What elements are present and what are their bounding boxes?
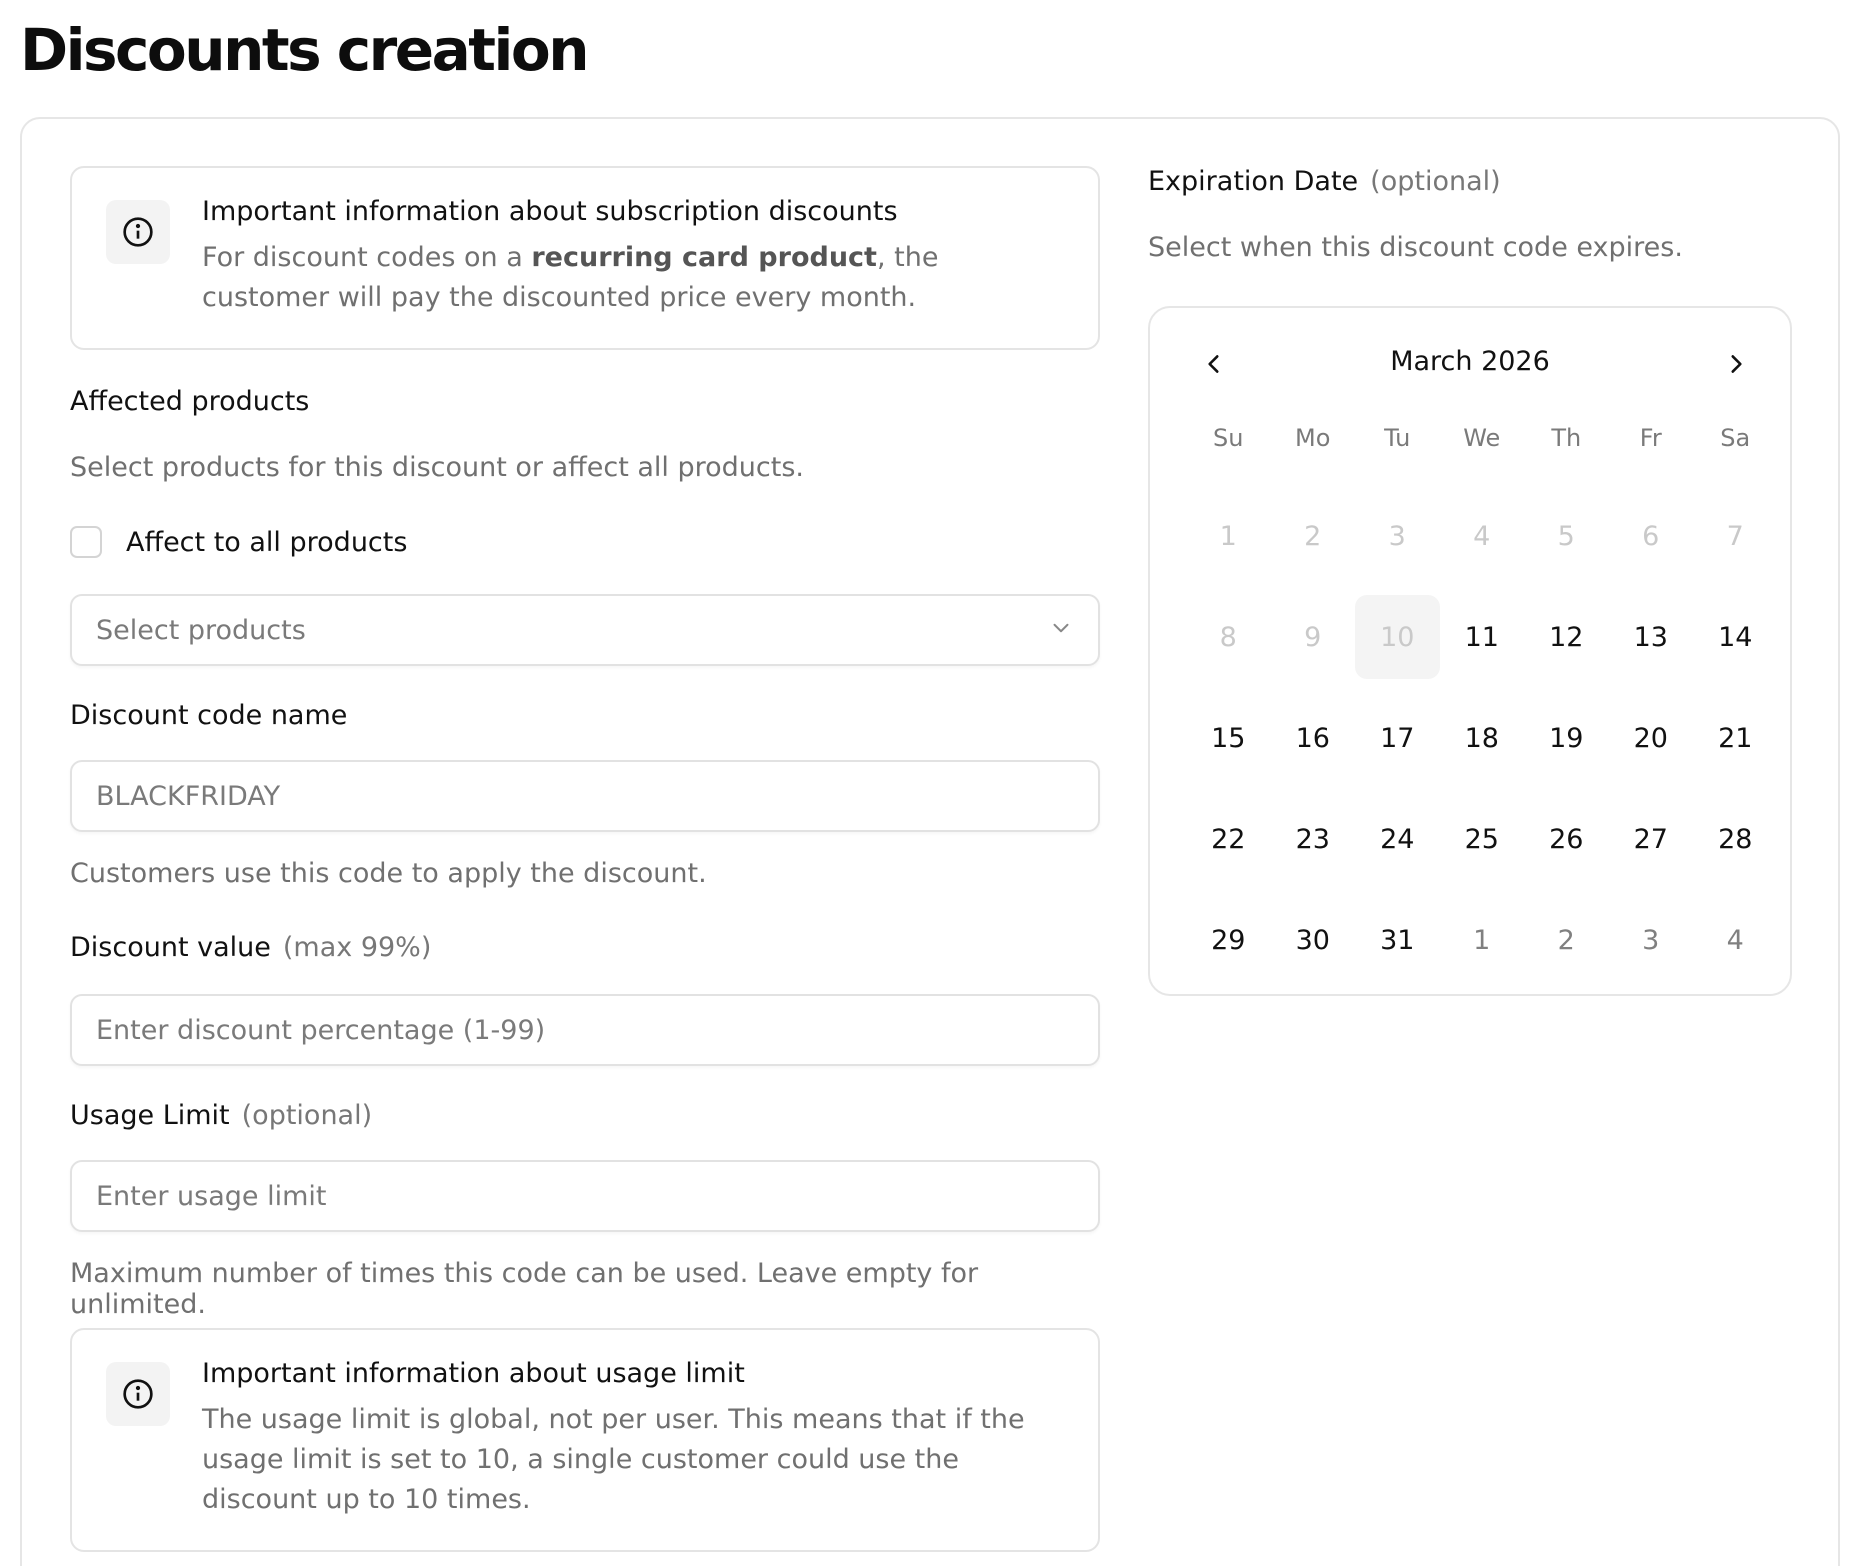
calendar-day[interactable]: 22 (1211, 823, 1246, 855)
expiration-date-helper: Select when this discount code expires. (1148, 232, 1683, 263)
calendar-day[interactable]: 19 (1549, 722, 1584, 754)
usage-limit-helper: Maximum number of times this code can be used. Leave empty for unlimited. (70, 1258, 979, 1320)
calendar-day[interactable]: 18 (1464, 722, 1499, 754)
calendar-day[interactable]: 14 (1718, 621, 1753, 653)
subscription-info-body: For discount codes on a recurring card product, the customer will pay the discounted price every month. (202, 242, 939, 313)
weekday-label: Th (1551, 424, 1582, 452)
calendar-day[interactable]: 15 (1211, 722, 1246, 754)
weekday-label: Su (1213, 424, 1244, 452)
discount-value-label: Discount value (max 99%) (70, 932, 432, 963)
next-month-button[interactable] (1716, 344, 1756, 384)
weekday-label: Fr (1639, 424, 1662, 452)
calendar-day: 1 (1219, 520, 1237, 552)
calendar-day: 7 (1726, 520, 1744, 552)
expiration-date-label: Expiration Date (optional) (1148, 166, 1501, 197)
chevron-down-icon (1048, 615, 1074, 645)
discount-value-input[interactable] (70, 994, 1100, 1066)
calendar-day[interactable]: 21 (1718, 722, 1753, 754)
discount-code-label: Discount code name (70, 700, 348, 731)
calendar-day[interactable]: 3 (1642, 924, 1660, 956)
calendar-day[interactable]: 12 (1549, 621, 1584, 653)
usage-info-body: The usage limit is global, not per user. This means that if the usage limit is set to 10, a single customer could use the discount up to 10 times. (202, 1404, 1025, 1515)
page-title: Discounts creation (20, 16, 588, 84)
usage-info-box (70, 1328, 1100, 1552)
calendar-day[interactable]: 20 (1633, 722, 1668, 754)
calendar-day[interactable]: 30 (1295, 924, 1330, 956)
calendar-day[interactable]: 11 (1464, 621, 1499, 653)
calendar-day: 8 (1219, 621, 1237, 653)
calendar-day[interactable]: 2 (1557, 924, 1575, 956)
weekday-label: We (1463, 424, 1501, 452)
calendar-month-label: March 2026 (1390, 346, 1550, 377)
calendar-day: 10 (1355, 595, 1440, 679)
weekday-label: Tu (1384, 424, 1411, 452)
subscription-info-title: Important information about subscription discounts (202, 196, 898, 227)
usage-info-title: Important information about usage limit (202, 1358, 745, 1389)
discount-code-helper: Customers use this code to apply the discount. (70, 858, 707, 889)
calendar-week-row (1186, 595, 1778, 696)
calendar-grid (1186, 416, 1778, 999)
select-products-dropdown[interactable] (70, 594, 1100, 666)
calendar-day[interactable]: 4 (1726, 924, 1744, 956)
calendar-day[interactable]: 16 (1295, 722, 1330, 754)
usage-limit-input[interactable] (70, 1160, 1100, 1232)
calendar-day[interactable]: 25 (1464, 823, 1499, 855)
chevron-right-icon (1723, 351, 1749, 377)
calendar-day: 4 (1473, 520, 1491, 552)
calendar-day[interactable]: 27 (1633, 823, 1668, 855)
calendar-day[interactable]: 29 (1211, 924, 1246, 956)
calendar-week-row (1186, 898, 1778, 999)
subscription-info-box (70, 166, 1100, 350)
calendar-days (1186, 494, 1778, 999)
calendar-day: 3 (1388, 520, 1406, 552)
calendar-week-row (1186, 797, 1778, 898)
calendar-day: 5 (1557, 520, 1575, 552)
affected-products-helper: Select products for this discount or affect all products. (70, 452, 804, 483)
info-icon (106, 200, 170, 264)
calendar-day: 9 (1304, 621, 1322, 653)
affect-all-products-label: Affect to all products (126, 526, 408, 558)
usage-limit-label: Usage Limit (optional) (70, 1100, 373, 1131)
calendar-week-row (1186, 696, 1778, 797)
info-icon (106, 1362, 170, 1426)
discount-code-input[interactable] (70, 760, 1100, 832)
calendar-day[interactable]: 31 (1380, 924, 1415, 956)
affected-products-label: Affected products (70, 386, 310, 417)
select-products-placeholder: Select products (96, 614, 306, 646)
calendar-day[interactable]: 23 (1295, 823, 1330, 855)
calendar-day: 2 (1304, 520, 1322, 552)
affect-all-products-row[interactable] (70, 526, 407, 558)
calendar-weekday-row (1186, 416, 1778, 460)
calendar-day[interactable]: 24 (1380, 823, 1415, 855)
calendar-week-row (1186, 494, 1778, 595)
date-picker-calendar (1148, 306, 1792, 996)
weekday-label: Mo (1295, 424, 1331, 452)
affect-all-products-checkbox[interactable] (70, 526, 102, 558)
weekday-label: Sa (1720, 424, 1751, 452)
calendar-day[interactable]: 1 (1473, 924, 1491, 956)
calendar-day[interactable]: 28 (1718, 823, 1753, 855)
calendar-day[interactable]: 17 (1380, 722, 1415, 754)
calendar-day[interactable]: 26 (1549, 823, 1584, 855)
calendar-day: 6 (1642, 520, 1660, 552)
calendar-day[interactable]: 13 (1633, 621, 1668, 653)
